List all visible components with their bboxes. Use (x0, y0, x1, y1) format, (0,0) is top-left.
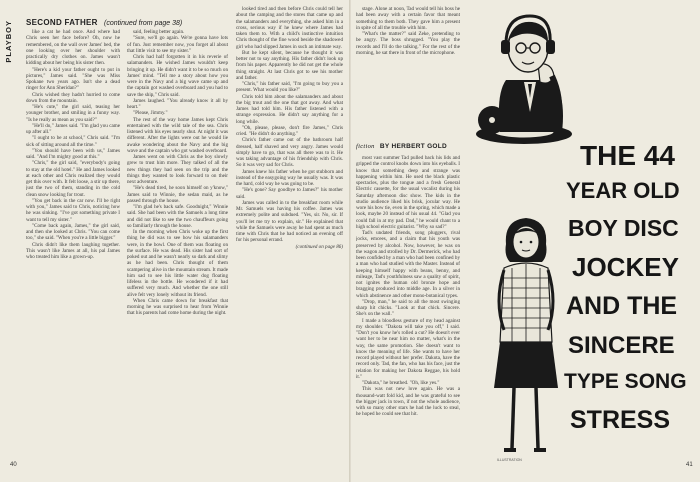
paragraph: James laughed. "You already know it all by heart." (127, 97, 228, 110)
left-column-3 (236, 6, 343, 457)
title-line: SINCERE (568, 332, 675, 359)
paragraph: "Dakota," he breathed. "Oh, like yes." (362, 380, 440, 386)
paragraph: Chris told him about the salamanders and about the big trout and the one that got away. And what James had told him. His father listened with a strange expression. He didn't say anything for a long while. (236, 93, 343, 125)
paragraph: "You should have been with us," James said. "And I'm mighty good at this." (26, 147, 120, 160)
paragraph: "Come back again, James," the girl said, and then she looked at Chris. "You can come too," she said. "When you're a little bigger." (26, 222, 120, 242)
paragraph: "He's cute," the girl said, teasing her younger brother, and smiling in a funny way. "Is he really as mean as you said?" (26, 104, 120, 123)
paragraph: "Please, Jimmy." (133, 110, 168, 117)
title-line: BOY DISC (568, 215, 679, 241)
paragraph: "Chris," the girl said, "everybody's going to stay at the old hotel." He and James looked at each other and Chris realized they would get this over with. It felt loose, a stir up there, just the two of them, standing in the cold clean snow looking for trout. (26, 160, 120, 198)
disc-jockey-illustration (466, 2, 616, 152)
title-line: STRESS (570, 406, 671, 434)
paragraph: looked tired and then before Chris could tell her about the camping and the stores that came up and the salamanders and everything, she asked him in a cross, serious way if he knew where James had taken them to. With a child's instinctive intuition Chris thought of the fine wood beside the shadowed girl who had slipped James in such an intimate way. (236, 6, 343, 50)
paragraph: "Chris," his father said, "I'm going to buy you a present. What would you like?" (236, 81, 343, 94)
paragraph: "I ought to be at school," Chris said. "I'm sick of sitting around all the time." (26, 135, 120, 148)
paragraph: Tad's undated friends, song pluggers, rival jocks, emcees, and a claim that his youth was preserved by alcohol. Now, however, he was on the wagon and strolled by Dr. Dermerick, who had been confided by a man who had been confined by a man who had studied with the Master. Instead of keeping himself happy with beans, benny, and mileage, Tad's youthfulness saw a quality of spirit, not ignites the human old bronze hope and bragging produced into middle age. In a silver in which abstinence and other mono-botanical types. (356, 230, 460, 299)
byline-category: fiction (356, 143, 375, 150)
paragraph: "Drop, man," he said to all the most swinging sharp hit chicks. "Look at that chick. Sincere. She's on the wall." (356, 298, 460, 318)
left-page-header (26, 18, 182, 27)
left-column-2 (127, 29, 228, 457)
paragraph: James went on with Chris as the boy slowly grew to trust him more. They talked of all the new things they had seen on the trip and the things they wanted to look forward to on their next adventure. (127, 154, 228, 185)
paragraph: "Sure, we'll go again. We're gonna have lots of fun. Just remember now, you forget all about that little visit to see my sister." (127, 35, 228, 54)
paragraph: most vast summer Tad pulled back his lids and gripped the control knobs down into his eyeballs. I know that something deep and strange was happening within him. He used the black plastic spectacles, plus the tongue and a fresh General Electric cassette, for the usual vocalist during his Saturday afternoon disc show. The kids in the studio audience liked his brisk, jocular way. He wore his bow tie, even in the spring, which made a look, maybe 20 instead of his usual 44. "Glad you could fall in at my pad. Dad," he would chant to a high school electric guitarist. "Why so sad?" (356, 155, 460, 230)
story-title (562, 140, 696, 460)
paragraph: Chris didn't like them laughing together. This wasn't like James at all, his pal James who treated him like a grown-up. (26, 241, 120, 260)
title-line: TYPE SONG (564, 370, 687, 393)
title-line: AND THE (566, 292, 678, 320)
paragraph: The rest of the way home James kept Chris entertained with the wild tale of the sea. Chris listened with his eyes nearly shut. At night it was different. After the lights were out he would lie awake wondering about the Navy and the big wave and the captain who got washed overboard. (127, 116, 228, 154)
paragraph: This was not new love again. He was a thousand-watt fold kid, and he was grateful to see the bigger jack in town, if not the whole audience, with so many other stars he had the luck to steal, he hoped he could see that hit. (356, 386, 460, 418)
page-number-left: 40 (10, 462, 17, 468)
title-line: THE 44 (580, 140, 675, 171)
title-line: YEAR OLD (566, 178, 680, 203)
paragraph: stage. Alone at noon, Tad would tell his boss he had been away with a certain favor that meant something to them both. They gave him a present in spite of all the trouble with him. (356, 6, 460, 31)
paragraph: James was called in to the breakfast room while Mr. Samuels was having his coffee. James was extremely polite and subdued. "Yes, sir. No, sir. If you'll let me try to explain, sir." He explained that while the Samuels were away he had spent as much time with Chris that he had noticed an evening off for his personal errand. (236, 199, 343, 244)
singer-girl-illustration (490, 212, 560, 460)
paragraph: "Here's a kid your father ought to put in pictures," James said. "She was Miss Spokane two years ago. Isn't she a dead ringer for Ann Sheridan?" (26, 66, 120, 92)
paragraph: James knew his father when he got stubborn and instead of the easygoing way he usually was. It was the hard, cold way he was going to be. (236, 168, 343, 187)
paragraph: "Oh, please, please, don't fire James," Chris cried. "He didn't do anything." (236, 124, 343, 137)
paragraph: "He'll do," James said. "I'm glad you came up after all." (26, 122, 120, 135)
paragraph: When Chris came down for breakfast that morning he was surprised to hear from Winnie that his parents had come home during the night. (127, 297, 228, 317)
byline (356, 143, 447, 150)
continued-on-note: (continued on page 86) (295, 243, 343, 250)
paragraph: In the morning when Chris woke up the first thing he did was to see how his salamanders were, in the bowl. One of them was floating on the surface. He was dead. His sister had sort of poked out and he wasn't nearly so dark and slimy as he had been. Chris thought of them scampering alive in the mountain stream. It made him sad to see his little water dog floating lifeless in the bottle. He wondered if it had suffered very much. And whether the one still alive felt very lonely without its friend. (127, 229, 228, 298)
left-column-1 (26, 29, 120, 457)
paragraph: said, feeling better again. (133, 29, 185, 35)
paragraph: Chris had half forgotten it in his reverie of salamanders. He wished James wouldn't keep bringing it up. He didn't want it to be so much on James' mind. "Tell me a story about how you were in the Navy and a big wave came up and the captain got washed overboard and you had to save the ship," Chris said. (127, 54, 228, 98)
byline-author: BY HERBERT GOLD (379, 143, 448, 150)
paragraph: Chris wished they hadn't hurried to come down from the mountain. (26, 91, 120, 104)
paragraph: "He's gone? Say goodbye to James?" his mother said. (236, 187, 343, 200)
story-title-header: SECOND FATHER (26, 18, 98, 27)
page-gutter (349, 0, 351, 482)
right-column-top (356, 6, 460, 126)
paragraph: "I'm glad he's back safe. Goodnight," Winnie said. She had been with the Samuels a long time and did not like to see the two chauffeurs going so familiarly through the house. (127, 204, 228, 229)
page-number-right: 41 (686, 462, 693, 468)
paragraph: "What's the matter?" said Zeke, pretending to be angry. The boss shrugged. "You play the records and I'll do the talking." For the rest of the morning, he sat there in front of the microphone. (356, 31, 460, 56)
paragraph: I made a bloodless gesture of my head against my shoulder. "Dakota will take you off," I said. "Don't you know he's rolled a cut? He doesn't ever want her to be near him no matter, what's in the way, the same promotion. She doesn't want to know the meaning of life. She wants to have her record played without her prefer. Dakota, have the record only. Tad, the fan, who has his face, just the relation for making her Dakota Reggae, his hold it." (356, 317, 460, 380)
paragraph: But he kept silent, because he thought it was better not to say anything. His father didn't look up from his paper. Apparently he did not get the whole thing straight. At last Chris got to see his mother and father. (236, 49, 343, 81)
paragraph: Chris's father came out of the bathroom half dressed, half shaved and very angry. James would simply have to go, that was all there was to it. He was taking advantage of his friendship with Chris. So it was very sad for Chris. (236, 137, 343, 169)
paragraph: "You get back in the car now. I'll be right with you," James said to Chris, noticing how he was sinking. "I've got something private I want to tell my sister." (26, 197, 120, 223)
right-column-1 (356, 155, 460, 455)
paragraph: like a cat he had once. And where had Chris seen her face before? Oh, now he remembered, on the wall over James' bed, the one looking over her shoulder with practically dry clothes on. James wasn't kidding about her being his sister then. (26, 29, 120, 67)
title-line: JOCKEY (572, 252, 679, 282)
magazine-side-label: PLAYBOY (4, 20, 13, 63)
continued-from-note: (continued from page 38) (104, 20, 183, 27)
illustration-credit: ILLUSTRATION (497, 458, 522, 462)
paragraph: "He's dead tired, he soon himself on y'know," James said to Winnie, the sedan maid, as he passed through the house. (127, 185, 228, 204)
